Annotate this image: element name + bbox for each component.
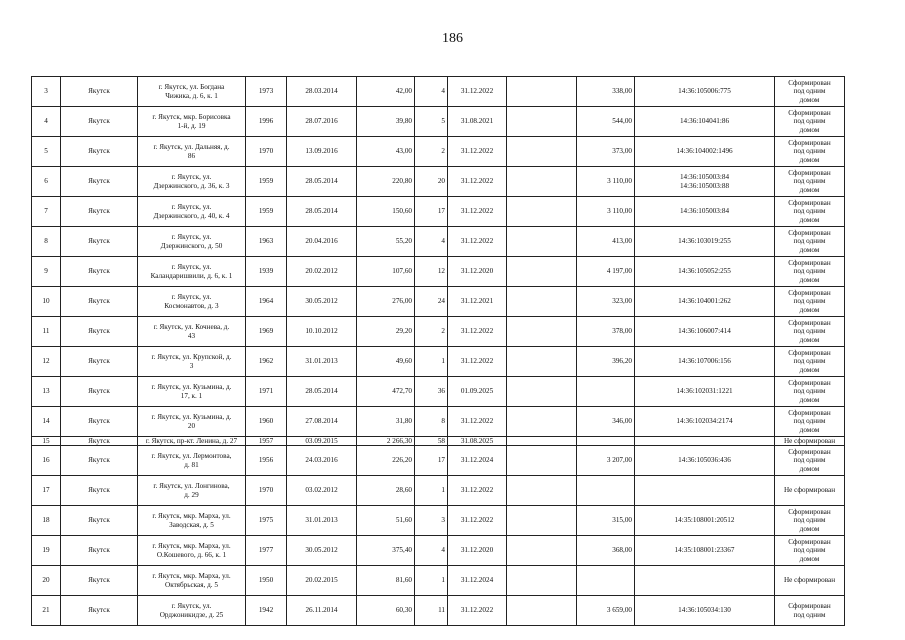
row-number-cell: 12 <box>32 347 61 377</box>
land-status-cell: Сформирован под одним домом <box>775 77 845 107</box>
address-cell: г. Якутск, ул. Крупской, д. 3 <box>138 347 246 377</box>
recognition-date-cell: 10.10.2012 <box>287 317 357 347</box>
row-number-cell: 11 <box>32 317 61 347</box>
year-built-cell: 1996 <box>246 107 287 137</box>
empty-cell <box>507 197 577 227</box>
residents-cell: 1 <box>415 476 448 506</box>
residents-cell: 2 <box>415 317 448 347</box>
city-cell: Якутск <box>61 167 138 197</box>
deadline-cell: 31.08.2025 <box>448 437 507 446</box>
address-cell: г. Якутск, ул. Богдана Чижика, д. 6, к. 1 <box>138 77 246 107</box>
table-row <box>32 287 845 317</box>
city-cell: Якутск <box>61 437 138 446</box>
city-cell: Якутск <box>61 107 138 137</box>
area-cell: 2 266,30 <box>357 437 415 446</box>
recognition-date-cell: 28.05.2014 <box>287 377 357 407</box>
cadastral-number-cell: 14:36:102031:1221 <box>635 377 775 407</box>
address-cell: г. Якутск, ул. Дзержинского, д. 40, к. 4 <box>138 197 246 227</box>
residents-cell: 12 <box>415 257 448 287</box>
deadline-cell: 31.12.2022 <box>448 596 507 626</box>
land-status-cell: Сформирован под одним домом <box>775 536 845 566</box>
amount-cell: 413,00 <box>577 227 635 257</box>
table-row <box>32 437 845 446</box>
year-built-cell: 1963 <box>246 227 287 257</box>
deadline-cell: 31.12.2020 <box>448 257 507 287</box>
recognition-date-cell: 26.11.2014 <box>287 596 357 626</box>
year-built-cell: 1957 <box>246 437 287 446</box>
empty-cell <box>507 317 577 347</box>
deadline-cell: 31.12.2020 <box>448 536 507 566</box>
area-cell: 31,80 <box>357 407 415 437</box>
empty-cell <box>507 227 577 257</box>
amount-cell: 3 659,00 <box>577 596 635 626</box>
recognition-date-cell: 31.01.2013 <box>287 506 357 536</box>
cadastral-number-cell: 14:35:108001:23367 <box>635 536 775 566</box>
recognition-date-cell: 03.09.2015 <box>287 437 357 446</box>
cadastral-number-cell: 14:36:103019:255 <box>635 227 775 257</box>
recognition-date-cell: 31.01.2013 <box>287 347 357 377</box>
land-status-cell: Сформирован под одним домом <box>775 197 845 227</box>
amount-cell: 544,00 <box>577 107 635 137</box>
recognition-date-cell: 24.03.2016 <box>287 446 357 476</box>
amount-cell <box>577 476 635 506</box>
page-number: 186 <box>442 31 463 46</box>
city-cell: Якутск <box>61 137 138 167</box>
address-cell: г. Якутск, пр-кт. Ленина, д. 27 <box>138 437 246 446</box>
row-number-cell: 20 <box>32 566 61 596</box>
residents-cell: 20 <box>415 167 448 197</box>
empty-cell <box>507 347 577 377</box>
cadastral-number-cell: 14:36:105006:775 <box>635 77 775 107</box>
empty-cell <box>507 137 577 167</box>
year-built-cell: 1973 <box>246 77 287 107</box>
recognition-date-cell: 30.05.2012 <box>287 287 357 317</box>
amount-cell: 315,00 <box>577 506 635 536</box>
land-status-cell: Сформирован под одним домом <box>775 257 845 287</box>
empty-cell <box>507 476 577 506</box>
cadastral-number-cell <box>635 476 775 506</box>
row-number-cell: 19 <box>32 536 61 566</box>
address-cell: г. Якутск, ул. Лонгинова, д. 29 <box>138 476 246 506</box>
cadastral-number-cell: 14:36:105036:436 <box>635 446 775 476</box>
cadastral-number-cell: 14:36:105003:84 14:36:105003:88 <box>635 167 775 197</box>
area-cell: 42,00 <box>357 77 415 107</box>
table-body <box>32 77 845 626</box>
year-built-cell: 1956 <box>246 446 287 476</box>
amount-cell: 3 110,00 <box>577 167 635 197</box>
amount-cell: 338,00 <box>577 77 635 107</box>
city-cell: Якутск <box>61 257 138 287</box>
recognition-date-cell: 13.09.2016 <box>287 137 357 167</box>
recognition-date-cell: 28.07.2016 <box>287 107 357 137</box>
deadline-cell: 31.12.2022 <box>448 506 507 536</box>
land-status-cell: Сформирован под одним домом <box>775 377 845 407</box>
recognition-date-cell: 27.08.2014 <box>287 407 357 437</box>
recognition-date-cell: 20.04.2016 <box>287 227 357 257</box>
cadastral-number-cell <box>635 566 775 596</box>
table-row <box>32 77 845 107</box>
cadastral-number-cell <box>635 437 775 446</box>
row-number-cell: 5 <box>32 137 61 167</box>
address-cell: г. Якутск, ул. Лермонтова, д. 81 <box>138 446 246 476</box>
row-number-cell: 3 <box>32 77 61 107</box>
city-cell: Якутск <box>61 596 138 626</box>
land-status-cell: Сформирован под одним домом <box>775 287 845 317</box>
year-built-cell: 1969 <box>246 317 287 347</box>
deadline-cell: 31.08.2021 <box>448 107 507 137</box>
recognition-date-cell: 20.02.2012 <box>287 257 357 287</box>
address-cell: г. Якутск, мкр. Марха, ул. Октябрьская, д. 5 <box>138 566 246 596</box>
land-status-cell: Не сформирован <box>775 437 845 446</box>
deadline-cell: 31.12.2022 <box>448 227 507 257</box>
area-cell: 472,70 <box>357 377 415 407</box>
deadline-cell: 31.12.2024 <box>448 446 507 476</box>
amount-cell: 368,00 <box>577 536 635 566</box>
residents-cell: 8 <box>415 407 448 437</box>
land-status-cell: Сформирован под одним домом <box>775 317 845 347</box>
cadastral-number-cell: 14:36:105003:84 <box>635 197 775 227</box>
city-cell: Якутск <box>61 317 138 347</box>
land-status-cell: Сформирован под одним домом <box>775 107 845 137</box>
amount-cell: 346,00 <box>577 407 635 437</box>
area-cell: 28,60 <box>357 476 415 506</box>
address-cell: г. Якутск, мкр. Борисовка 1-й, д. 19 <box>138 107 246 137</box>
row-number-cell: 18 <box>32 506 61 536</box>
cadastral-number-cell: 14:36:104002:1496 <box>635 137 775 167</box>
address-cell: г. Якутск, ул. Дзержинского, д. 50 <box>138 227 246 257</box>
empty-cell <box>507 167 577 197</box>
recognition-date-cell: 28.03.2014 <box>287 77 357 107</box>
cadastral-number-cell: 14:35:108001:20512 <box>635 506 775 536</box>
year-built-cell: 1960 <box>246 407 287 437</box>
empty-cell <box>507 107 577 137</box>
row-number-cell: 8 <box>32 227 61 257</box>
address-cell: г. Якутск, ул. Кочнева, д. 43 <box>138 317 246 347</box>
residents-cell: 24 <box>415 287 448 317</box>
amount-cell: 378,00 <box>577 317 635 347</box>
row-number-cell: 7 <box>32 197 61 227</box>
city-cell: Якутск <box>61 197 138 227</box>
table-row <box>32 377 845 407</box>
year-built-cell: 1950 <box>246 566 287 596</box>
table-row <box>32 107 845 137</box>
area-cell: 60,30 <box>357 596 415 626</box>
empty-cell <box>507 437 577 446</box>
area-cell: 276,00 <box>357 287 415 317</box>
recognition-date-cell: 20.02.2015 <box>287 566 357 596</box>
city-cell: Якутск <box>61 446 138 476</box>
empty-cell <box>507 407 577 437</box>
amount-cell: 3 110,00 <box>577 197 635 227</box>
row-number-cell: 14 <box>32 407 61 437</box>
address-cell: г. Якутск, мкр. Марха, ул. О.Кошевого, д. 66, к. 1 <box>138 536 246 566</box>
cadastral-number-cell: 14:36:104041:86 <box>635 107 775 137</box>
residents-cell: 4 <box>415 536 448 566</box>
residents-cell: 5 <box>415 107 448 137</box>
row-number-cell: 16 <box>32 446 61 476</box>
area-cell: 220,80 <box>357 167 415 197</box>
area-cell: 226,20 <box>357 446 415 476</box>
area-cell: 43,00 <box>357 137 415 167</box>
recognition-date-cell: 03.02.2012 <box>287 476 357 506</box>
year-built-cell: 1962 <box>246 347 287 377</box>
address-cell: г. Якутск, мкр. Марха, ул. Заводская, д. 5 <box>138 506 246 536</box>
amount-cell <box>577 437 635 446</box>
city-cell: Якутск <box>61 377 138 407</box>
table-row <box>32 506 845 536</box>
row-number-cell: 10 <box>32 287 61 317</box>
address-cell: г. Якутск, ул. Орджоникидзе, д. 25 <box>138 596 246 626</box>
address-cell: г. Якутск, ул. Кузьмина, д. 17, к. 1 <box>138 377 246 407</box>
housing-registry-table <box>31 76 845 626</box>
amount-cell <box>577 377 635 407</box>
table-row <box>32 596 845 626</box>
year-built-cell: 1970 <box>246 137 287 167</box>
area-cell: 39,80 <box>357 107 415 137</box>
land-status-cell: Не сформирован <box>775 566 845 596</box>
amount-cell: 373,00 <box>577 137 635 167</box>
year-built-cell: 1970 <box>246 476 287 506</box>
city-cell: Якутск <box>61 77 138 107</box>
city-cell: Якутск <box>61 227 138 257</box>
empty-cell <box>507 257 577 287</box>
area-cell: 55,20 <box>357 227 415 257</box>
residents-cell: 2 <box>415 137 448 167</box>
city-cell: Якутск <box>61 506 138 536</box>
table-row <box>32 137 845 167</box>
cadastral-number-cell: 14:36:105052:255 <box>635 257 775 287</box>
table-row <box>32 446 845 476</box>
amount-cell: 4 197,00 <box>577 257 635 287</box>
address-cell: г. Якутск, ул. Дзержинского, д. 36, к. 3 <box>138 167 246 197</box>
table-row <box>32 167 845 197</box>
deadline-cell: 31.12.2022 <box>448 407 507 437</box>
deadline-cell: 31.12.2022 <box>448 476 507 506</box>
empty-cell <box>507 446 577 476</box>
residents-cell: 1 <box>415 566 448 596</box>
deadline-cell: 31.12.2022 <box>448 137 507 167</box>
land-status-cell: Сформирован под одним домом <box>775 407 845 437</box>
empty-cell <box>507 506 577 536</box>
area-cell: 81,60 <box>357 566 415 596</box>
residents-cell: 4 <box>415 227 448 257</box>
address-cell: г. Якутск, ул. Космонавтов, д. 3 <box>138 287 246 317</box>
deadline-cell: 31.12.2024 <box>448 566 507 596</box>
empty-cell <box>507 287 577 317</box>
city-cell: Якутск <box>61 347 138 377</box>
year-built-cell: 1959 <box>246 167 287 197</box>
deadline-cell: 31.12.2022 <box>448 197 507 227</box>
land-status-cell: Сформирован под одним домом <box>775 227 845 257</box>
recognition-date-cell: 30.05.2012 <box>287 536 357 566</box>
cadastral-number-cell: 14:36:104001:262 <box>635 287 775 317</box>
land-status-cell: Сформирован под одним домом <box>775 167 845 197</box>
land-status-cell: Сформирован под одним домом <box>775 446 845 476</box>
land-status-cell: Не сформирован <box>775 476 845 506</box>
city-cell: Якутск <box>61 566 138 596</box>
cadastral-number-cell: 14:36:106007:414 <box>635 317 775 347</box>
amount-cell: 3 207,00 <box>577 446 635 476</box>
land-status-cell: Сформирован под одним домом <box>775 137 845 167</box>
recognition-date-cell: 28.05.2014 <box>287 197 357 227</box>
deadline-cell: 01.09.2025 <box>448 377 507 407</box>
recognition-date-cell: 28.05.2014 <box>287 167 357 197</box>
land-status-cell: Сформирован под одним домом <box>775 347 845 377</box>
deadline-cell: 31.12.2022 <box>448 317 507 347</box>
residents-cell: 1 <box>415 347 448 377</box>
city-cell: Якутск <box>61 287 138 317</box>
row-number-cell: 13 <box>32 377 61 407</box>
land-status-cell: Сформирован под одним домом <box>775 506 845 536</box>
row-number-cell: 21 <box>32 596 61 626</box>
residents-cell: 58 <box>415 437 448 446</box>
empty-cell <box>507 566 577 596</box>
row-number-cell: 17 <box>32 476 61 506</box>
year-built-cell: 1939 <box>246 257 287 287</box>
area-cell: 49,60 <box>357 347 415 377</box>
cadastral-number-cell: 14:36:105034:130 <box>635 596 775 626</box>
year-built-cell: 1971 <box>246 377 287 407</box>
year-built-cell: 1959 <box>246 197 287 227</box>
table-row <box>32 566 845 596</box>
row-number-cell: 15 <box>32 437 61 446</box>
table-row <box>32 407 845 437</box>
amount-cell: 396,20 <box>577 347 635 377</box>
address-cell: г. Якутск, ул. Каландаришвили, д. 6, к. 1 <box>138 257 246 287</box>
row-number-cell: 9 <box>32 257 61 287</box>
city-cell: Якутск <box>61 536 138 566</box>
residents-cell: 36 <box>415 377 448 407</box>
amount-cell: 323,00 <box>577 287 635 317</box>
residents-cell: 4 <box>415 77 448 107</box>
deadline-cell: 31.12.2021 <box>448 287 507 317</box>
table-row <box>32 197 845 227</box>
city-cell: Якутск <box>61 476 138 506</box>
cadastral-number-cell: 14:36:102034:2174 <box>635 407 775 437</box>
cadastral-number-cell: 14:36:107006:156 <box>635 347 775 377</box>
row-number-cell: 4 <box>32 107 61 137</box>
table-row <box>32 536 845 566</box>
year-built-cell: 1942 <box>246 596 287 626</box>
table-row <box>32 317 845 347</box>
table-row <box>32 227 845 257</box>
residents-cell: 3 <box>415 506 448 536</box>
amount-cell <box>577 566 635 596</box>
address-cell: г. Якутск, ул. Кузьмина, д. 20 <box>138 407 246 437</box>
land-status-cell: Сформирован под одним <box>775 596 845 626</box>
deadline-cell: 31.12.2022 <box>448 347 507 377</box>
table-row <box>32 347 845 377</box>
table-row <box>32 257 845 287</box>
area-cell: 375,40 <box>357 536 415 566</box>
empty-cell <box>507 596 577 626</box>
deadline-cell: 31.12.2022 <box>448 77 507 107</box>
table-row <box>32 476 845 506</box>
year-built-cell: 1975 <box>246 506 287 536</box>
city-cell: Якутск <box>61 407 138 437</box>
area-cell: 150,60 <box>357 197 415 227</box>
empty-cell <box>507 77 577 107</box>
residents-cell: 17 <box>415 446 448 476</box>
year-built-cell: 1977 <box>246 536 287 566</box>
address-cell: г. Якутск, ул. Дальняя, д. 86 <box>138 137 246 167</box>
year-built-cell: 1964 <box>246 287 287 317</box>
area-cell: 29,20 <box>357 317 415 347</box>
empty-cell <box>507 536 577 566</box>
area-cell: 107,60 <box>357 257 415 287</box>
residents-cell: 11 <box>415 596 448 626</box>
empty-cell <box>507 377 577 407</box>
area-cell: 51,60 <box>357 506 415 536</box>
row-number-cell: 6 <box>32 167 61 197</box>
deadline-cell: 31.12.2022 <box>448 167 507 197</box>
residents-cell: 17 <box>415 197 448 227</box>
